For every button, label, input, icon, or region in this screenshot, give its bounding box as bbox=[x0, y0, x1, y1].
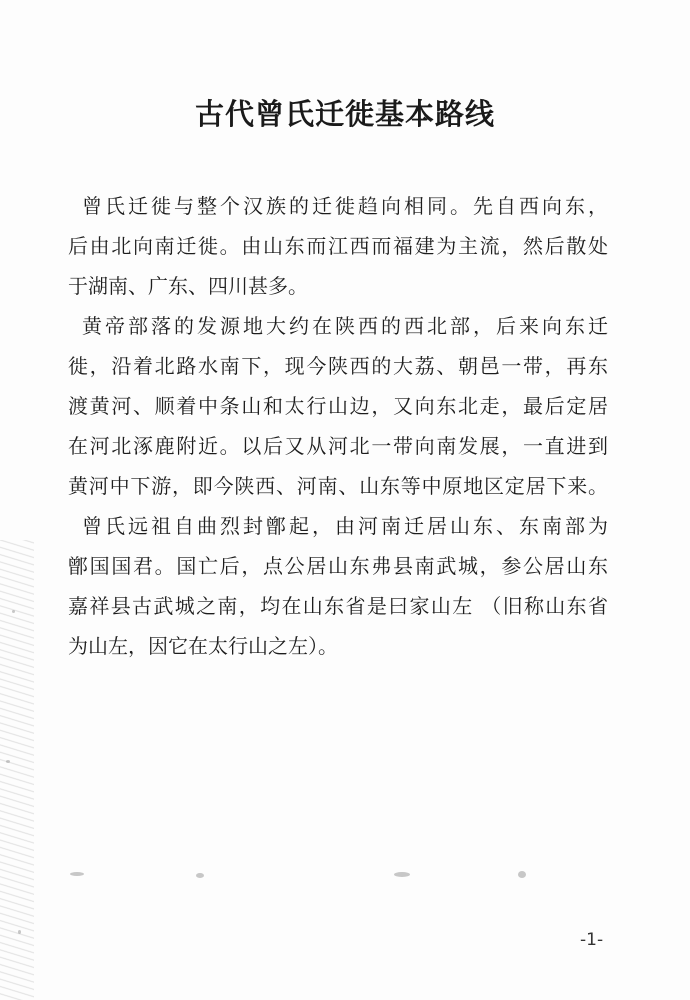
text-line: 黄帝部落的发源地大约在陕西的西北部，后来向东迁 bbox=[82, 314, 608, 338]
scan-speck bbox=[70, 872, 84, 876]
text-line: 为山左，因它在太行山之左）。 bbox=[68, 634, 338, 658]
text-line: 在河北涿鹿附近。以后又从河北一带向南发展，一直进到 bbox=[68, 434, 608, 458]
scan-speck bbox=[196, 873, 204, 878]
text-line: 嘉祥县古武城之南，均在山东省是曰家山左 （旧称山东省 bbox=[68, 594, 608, 618]
text-line: 渡黄河、顺着中条山和太行山边，又向东北走，最后定居 bbox=[68, 394, 608, 418]
scan-speck bbox=[12, 610, 15, 613]
scan-edge-noise bbox=[0, 540, 34, 1000]
document-title: 古代曾氏迁徙基本路线 bbox=[194, 97, 495, 131]
scan-speck bbox=[518, 871, 526, 878]
scan-speck bbox=[394, 872, 410, 877]
paragraph-1 bbox=[68, 186, 608, 306]
text-line: 徙，沿着北路水南下，现今陕西的大荔、朝邑一带，再东 bbox=[68, 354, 608, 378]
text-line: 后由北向南迁徙。由山东而江西而福建为主流，然后散处 bbox=[68, 234, 608, 258]
text-line: 于湖南、广东、四川甚多。 bbox=[68, 274, 308, 298]
text-line: 鄫国国君。国亡后，点公居山东弗县南武城，参公居山东 bbox=[68, 554, 608, 578]
scan-speck bbox=[18, 930, 21, 934]
text-line: 曾氏远祖自曲烈封鄫起，由河南迁居山东、东南部为 bbox=[82, 514, 608, 538]
page-number: -1- bbox=[580, 930, 604, 950]
paragraph-2 bbox=[68, 306, 608, 506]
document-body bbox=[68, 186, 608, 666]
scan-speck bbox=[6, 760, 10, 763]
text-line: 曾氏迁徙与整个汉族的迁徙趋向相同。先自西向东， bbox=[82, 194, 608, 218]
text-line: 黄河中下游，即今陕西、河南、山东等中原地区定居下来。 bbox=[68, 474, 608, 498]
paragraph-3 bbox=[68, 506, 608, 666]
